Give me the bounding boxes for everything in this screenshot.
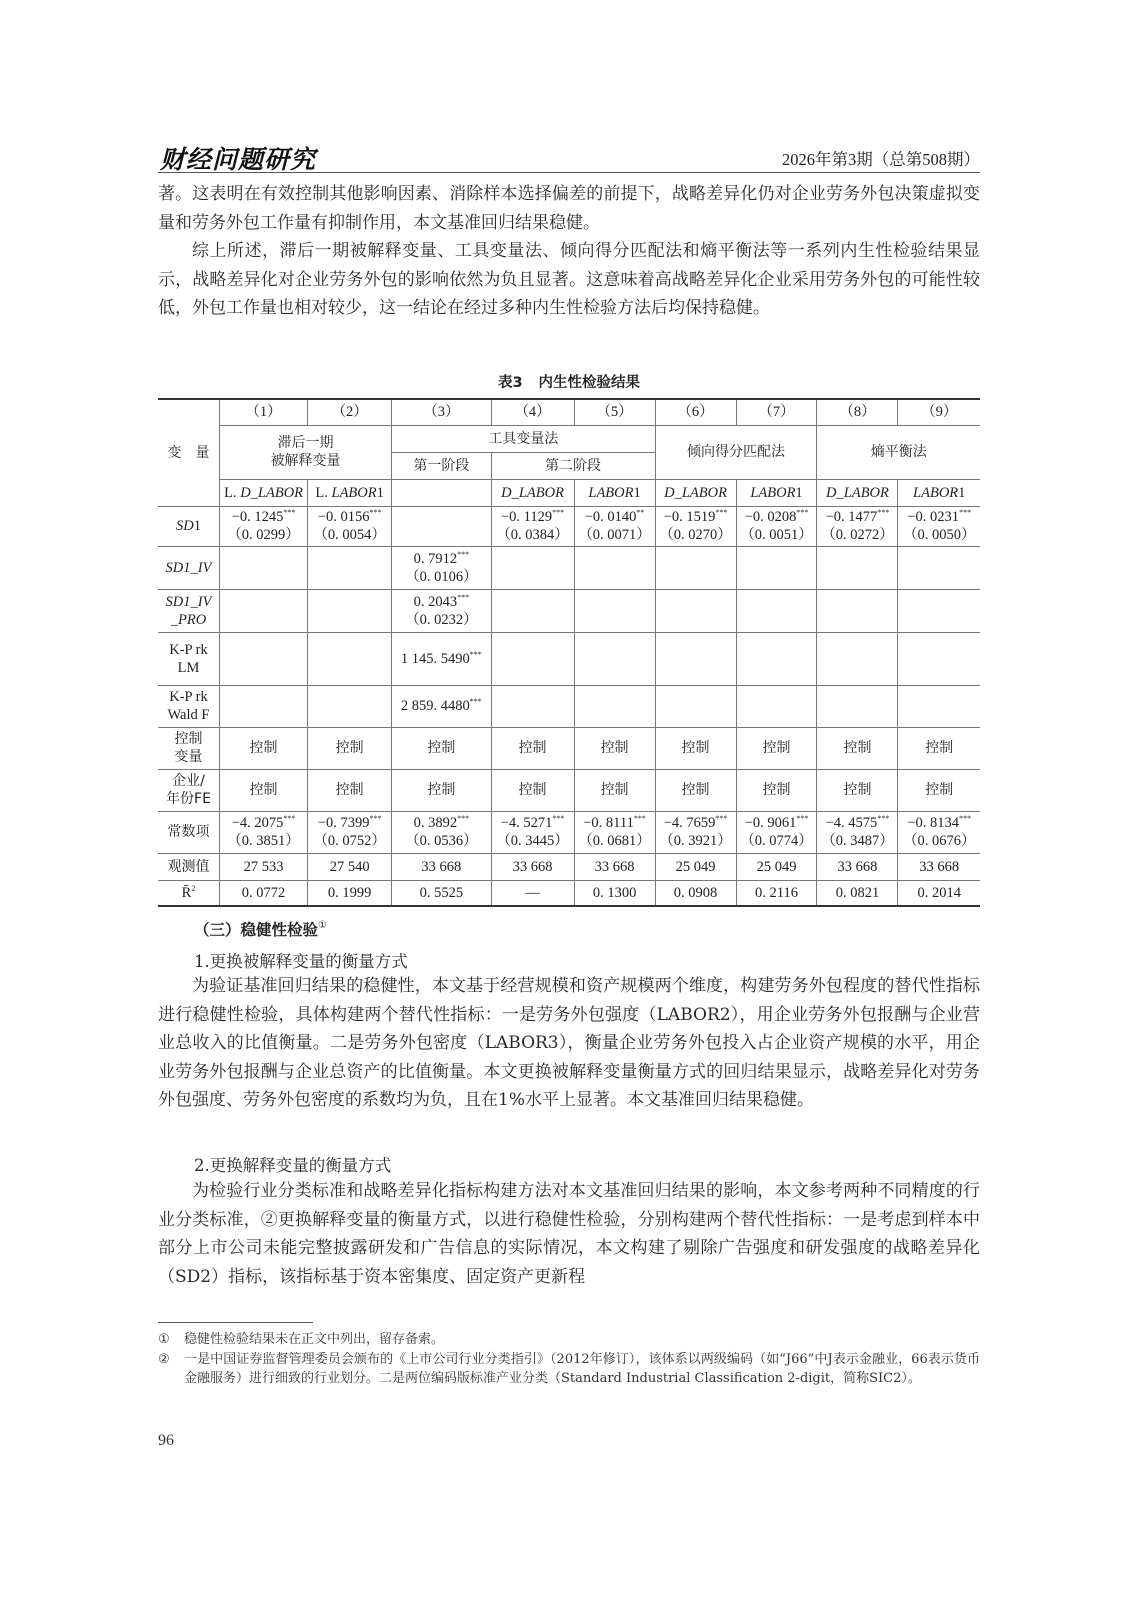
journal-logo: 财经问题研究 (160, 145, 317, 174)
row-label: 控制 变量 (158, 727, 219, 769)
var-header: 变 量 (158, 399, 219, 506)
value-cell: — (491, 880, 574, 906)
dep-var-cell: L. LABOR1 (308, 479, 392, 506)
coef-cell: 0. 7912*** （0. 0106） (392, 546, 491, 589)
row-r2 (158, 880, 980, 906)
value-cell: 0. 1300 (574, 880, 655, 906)
row-sd1 (158, 506, 980, 546)
value-cell: 33 668 (491, 853, 574, 880)
row-kp-lm (158, 632, 980, 685)
paragraph: 综上所述，滞后一期被解释变量、工具变量法、倾向得分匹配法和熵平衡法等一系列内生性检验结果显示，战略差异化对企业劳务外包的影响依然为负且显著。这意味着高战略差异化企业采用劳务外包的可能性较低，外包工作量也相对较少，这一结论在经过多种内生性检验方法后均保持稳健。 (158, 241, 980, 318)
paragraph: 著。这表明在有效控制其他影响因素、消除样本选择偏差的前提下，战略差异化仍对企业劳务外包决策虚拟变量和劳务外包工作量有抑制作用，本文基准回归结果稳健。 (158, 184, 980, 233)
row-label: 常数项 (158, 811, 219, 853)
row-label: 企业/ 年份FE (158, 769, 219, 811)
coef-cell: −4. 4575*** （0. 3487） (817, 811, 898, 853)
value-cell: 27 540 (308, 853, 392, 880)
row-sd1-iv (158, 546, 980, 589)
value-cell: 0. 0772 (219, 880, 307, 906)
page-number: 96 (158, 1432, 174, 1449)
row-label: SD1_IV (158, 546, 219, 589)
method-psm: 倾向得分匹配法 (655, 425, 817, 479)
method-lag: 滞后一期 被解释变量 (219, 425, 391, 479)
row-label: K-P rk Wald F (158, 685, 219, 727)
value-cell: 控制 (491, 769, 574, 811)
footnote-divider (158, 1322, 313, 1323)
coef-cell: −0. 1245*** （0. 0299） (219, 506, 307, 546)
dep-var-row (158, 479, 980, 506)
coef-cell: −0. 0140** （0. 0071） (574, 506, 655, 546)
value-cell: 控制 (817, 769, 898, 811)
value-cell: 控制 (655, 727, 736, 769)
row-controls (158, 727, 980, 769)
value-cell: 控制 (219, 727, 307, 769)
value-cell: 33 668 (392, 853, 491, 880)
value-cell: 控制 (574, 727, 655, 769)
col-number: （2） (308, 399, 392, 425)
coef-cell: −4. 5271*** （0. 3445） (491, 811, 574, 853)
coef-cell: −0. 1129*** （0. 0384） (491, 506, 574, 546)
stat-cell: 2 859. 4480*** (392, 685, 491, 727)
col-number: （4） (491, 399, 574, 425)
footnote-ref: ① (318, 920, 327, 931)
value-cell: 33 668 (574, 853, 655, 880)
value-cell: 0. 0821 (817, 880, 898, 906)
value-cell: 控制 (308, 727, 392, 769)
dep-var-cell: LABOR1 (736, 479, 817, 506)
value-cell: 控制 (219, 769, 307, 811)
value-cell: 33 668 (898, 853, 980, 880)
value-cell: 控制 (898, 727, 980, 769)
value-cell: 0. 2116 (736, 880, 817, 906)
value-cell: 25 049 (655, 853, 736, 880)
method-row (158, 425, 980, 452)
paragraph: 为验证基准回归结果的稳健性，本文基于经营规模和资产规模两个维度，构建劳务外包程度的替代性指标进行稳健性检验，具体构建两个替代性指标：一是劳务外包强度（LABOR2），用企业劳务外包报酬与企业营业总收入的比值衡量。二是劳务外包密度（LABOR3），衡量企业劳务外包投入占企业资产规模的水平，用企业劳务外包报酬与企业总资产的比值衡量。本文更换被解释变量衡量方式的回归结果显示，战略差异化对劳务外包强度、劳务外包密度的系数均为负，且在1%水平上显著。本文基准回归结果稳健。 (158, 976, 980, 1110)
coef-cell: −4. 7659*** （0. 3921） (655, 811, 736, 853)
value-cell: 控制 (308, 769, 392, 811)
row-constant (158, 811, 980, 853)
section-heading: （三）稳健性检验① (194, 920, 327, 939)
row-kp-wald (158, 685, 980, 727)
value-cell: 0. 5525 (392, 880, 491, 906)
dep-var-cell: D_LABOR (655, 479, 736, 506)
table-number: 表3 (497, 375, 523, 391)
value-cell: 控制 (817, 727, 898, 769)
coef-cell: −0. 9061*** （0. 0774） (736, 811, 817, 853)
iv-stage1: 第一阶段 (392, 452, 491, 479)
coef-cell: −0. 0231*** （0. 0050） (898, 506, 980, 546)
col-number: （9） (898, 399, 980, 425)
coef-cell: −0. 8134*** （0. 0676） (898, 811, 980, 853)
row-label: K-P rk LM (158, 632, 219, 685)
col-number: （7） (736, 399, 817, 425)
table-title: 内生性检验结果 (538, 375, 641, 391)
col-number: （8） (817, 399, 898, 425)
value-cell: 控制 (655, 769, 736, 811)
coef-cell: −0. 7399*** （0. 0752） (308, 811, 392, 853)
coef-cell: 0. 3892*** （0. 0536） (392, 811, 491, 853)
value-cell: 控制 (392, 769, 491, 811)
col-number: （3） (392, 399, 491, 425)
col-number: （5） (574, 399, 655, 425)
value-cell: 控制 (491, 727, 574, 769)
footnotes (158, 1330, 980, 1389)
dep-var-cell: LABOR1 (898, 479, 980, 506)
col-number-row (158, 399, 980, 425)
running-header (158, 138, 980, 173)
dep-var-cell (392, 479, 491, 506)
value-cell: 33 668 (817, 853, 898, 880)
section-text (158, 972, 980, 1115)
value-cell: 0. 1999 (308, 880, 392, 906)
row-label: 观测值 (158, 853, 219, 880)
value-cell: 0. 0908 (655, 880, 736, 906)
value-cell: 27 533 (219, 853, 307, 880)
section-text (158, 1177, 980, 1291)
stat-cell: 1 145. 5490*** (392, 632, 491, 685)
col-number: （1） (219, 399, 307, 425)
value-cell: 控制 (574, 769, 655, 811)
dep-var-cell: L. D_LABOR (219, 479, 307, 506)
col-number: （6） (655, 399, 736, 425)
coef-cell (392, 506, 491, 546)
coef-cell: −0. 8111*** （0. 0681） (574, 811, 655, 853)
dep-var-cell: D_LABOR (491, 479, 574, 506)
coef-cell: −4. 2075*** （0. 3851） (219, 811, 307, 853)
coef-cell: −0. 1477*** （0. 0272） (817, 506, 898, 546)
row-observations (158, 853, 980, 880)
paragraph: 为检验行业分类标准和战略差异化指标构建方法对本文基准回归结果的影响，本文参考两种不同精度的行业分类标准，②更换解释变量的衡量方式，以进行稳健性检验，分别构建两个替代性指标：一是考虑到样本中部分上市公司未能完整披露研发和广告信息的实际情况，本文构建了剔除广告强度和研发强度的战略差异化（SD2）指标，该指标基于资本密集度、固定资产更新程 (158, 1181, 980, 1287)
dep-var-cell: D_LABOR (817, 479, 898, 506)
method-iv: 工具变量法 (392, 425, 655, 452)
row-label: R̄$^2$ (158, 880, 219, 906)
value-cell: 25 049 (736, 853, 817, 880)
footnote: ② 一是中国证券监督管理委员会颁布的《上市公司行业分类指引》（2012年修订），该体系以两级编码（如“J66”中J表示金融业，66表示货币金融服务）进行细致的行业划分。二是两位编码版标准产业分类（Standard Industrial Classification 2-digit，简称SIC2）。 (158, 1351, 980, 1386)
value-cell: 控制 (898, 769, 980, 811)
subsection-heading: 1.更换被解释变量的衡量方式 (194, 952, 408, 971)
table-caption (158, 371, 980, 392)
coef-cell: −0. 0208*** （0. 0051） (736, 506, 817, 546)
value-cell: 控制 (736, 769, 817, 811)
coef-cell: −0. 0156*** （0. 0054） (308, 506, 392, 546)
intro-text (158, 180, 980, 323)
row-label: SD1_IV _PRO (158, 589, 219, 632)
coef-cell: 0. 2043*** （0. 0232） (392, 589, 491, 632)
issue-info: 2026年第3期（总第508期） (782, 150, 980, 169)
dep-var-cell: LABOR1 (574, 479, 655, 506)
subsection-heading: 2.更换解释变量的衡量方式 (194, 1156, 392, 1175)
footnote: ① 稳健性检验结果未在正文中列出，留存备索。 (158, 1332, 445, 1347)
row-label: SD1 (158, 506, 219, 546)
row-sd1-iv-pro (158, 589, 980, 632)
iv-stage2: 第二阶段 (491, 452, 655, 479)
method-ebal: 熵平衡法 (817, 425, 980, 479)
value-cell: 0. 2014 (898, 880, 980, 906)
value-cell: 控制 (392, 727, 491, 769)
row-fe (158, 769, 980, 811)
results-table (158, 398, 980, 907)
value-cell: 控制 (736, 727, 817, 769)
coef-cell: −0. 1519*** （0. 0270） (655, 506, 736, 546)
